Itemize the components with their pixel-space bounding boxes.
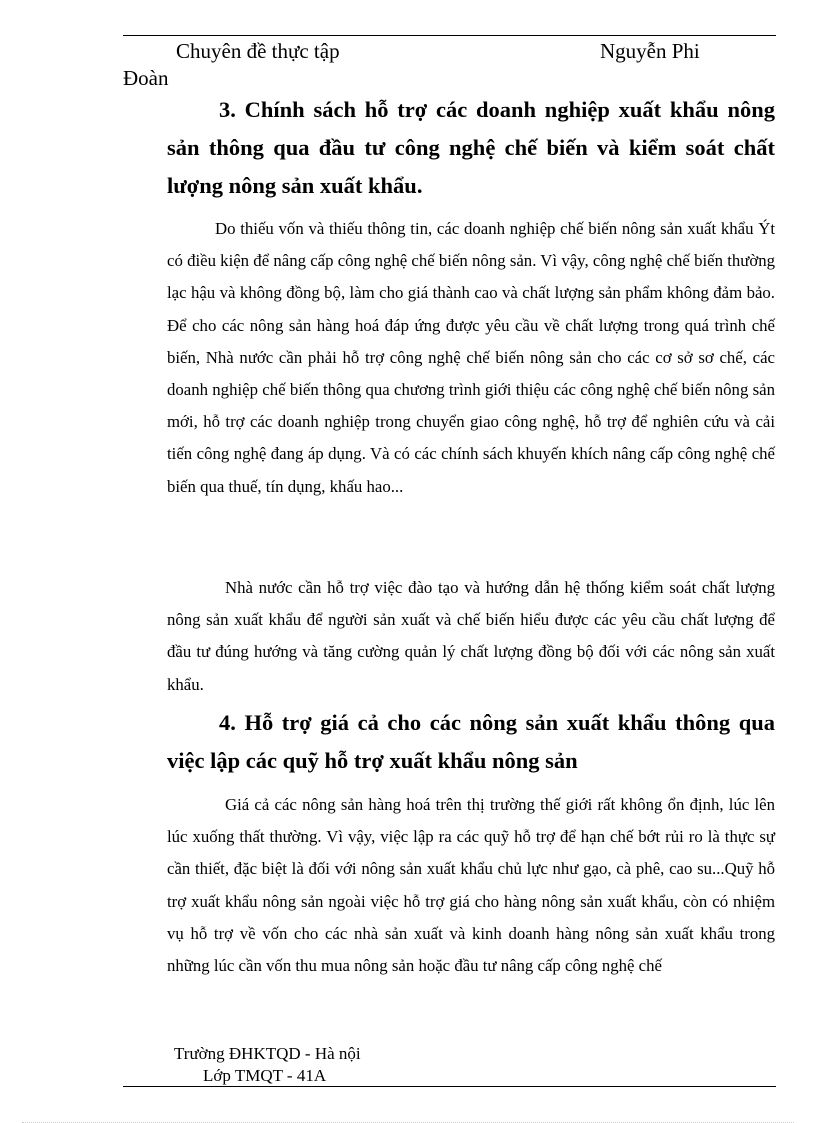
section-3-paragraph-1: Do thiếu vốn và thiếu thông tin, các doanh nghiệp chế biến nông sản xuất khẩu Ýt có điều kiện để nâng cấp công nghệ chế biến nông sản. Vì vậy, công nghệ chế biến thường lạc hậu và không đồng bộ, làm cho giá thành cao và chất lượng sản phẩm không đảm bảo. Để cho các nông sản hàng hoá đáp ứng được yêu cầu về chất lượng trong quá trình chế biến, Nhà nước cần phải hỗ trợ công nghệ chế biến nông sản cho các cơ sở sơ chế, các doanh nghiệp chế biến thông qua chương trình giới thiệu các công nghệ chế biến nông sản mới, hỗ trợ các doanh nghiệp trong chuyển giao công nghệ, hỗ trợ để nghiên cứu và cải tiến công nghệ đang áp dụng. Và có các chính sách khuyến khích nâng cấp công nghệ chế biến qua thuế, tín dụng, khấu hao... [167, 219, 775, 496]
footer-school: Trường ĐHKTQD - Hà nội [174, 1044, 361, 1063]
section-4-paragraph-1: Giá cả các nông sản hàng hoá trên thị trường thế giới rất không ổn định, lúc lên lúc xuống thất thường. Vì vậy, việc lập ra các quỹ hỗ trợ để hạn chế bớt rủi ro là thực sự cần thiết, đặc biệt là đối với nông sản xuất khẩu chủ lực như gạo, cà phê, cao su...Quỹ hỗ trợ xuất khẩu nông sản ngoài việc hỗ trợ giá cho hàng nông sản xuất khẩu, còn có nhiệm vụ hỗ trợ về vốn cho các nhà sản xuất và kinh doanh hàng nông sản xuất khẩu trong những lúc cần vốn thu mua nông sản hoặc đầu tư nâng cấp công nghệ chế [167, 795, 775, 976]
header-author: Nguyễn Phi [600, 39, 700, 63]
footer-class: Lớp TMQT - 41A [203, 1066, 327, 1085]
header-rule [123, 35, 776, 36]
section-3-paragraph-2: Nhà nước cần hỗ trợ việc đào tạo và hướng dẫn hệ thống kiểm soát chất lượng nông sản xuất khẩu để người sản xuất và chế biến hiểu được các yêu cầu chất lượng để đầu tư đúng hướng và tăng cường quản lý chất lượng đồng bộ đối với các nông sản xuất khẩu. [167, 578, 775, 694]
header-title: Chuyên đề thực tập [176, 39, 340, 63]
header-author-continued: Đoàn [123, 66, 169, 90]
section-heading-3: 3. Chính sách hỗ trợ các doanh nghiệp xuất khẩu nông sản thông qua đầu tư công nghệ chế biến và kiểm soát chất lượng nông sản xuất khẩu. [167, 97, 775, 198]
section-heading-4: 4. Hỗ trợ giá cả cho các nông sản xuất khẩu thông qua việc lập các quỹ hỗ trợ xuất khẩu nông sản [167, 710, 775, 773]
footer-rule [123, 1086, 776, 1087]
